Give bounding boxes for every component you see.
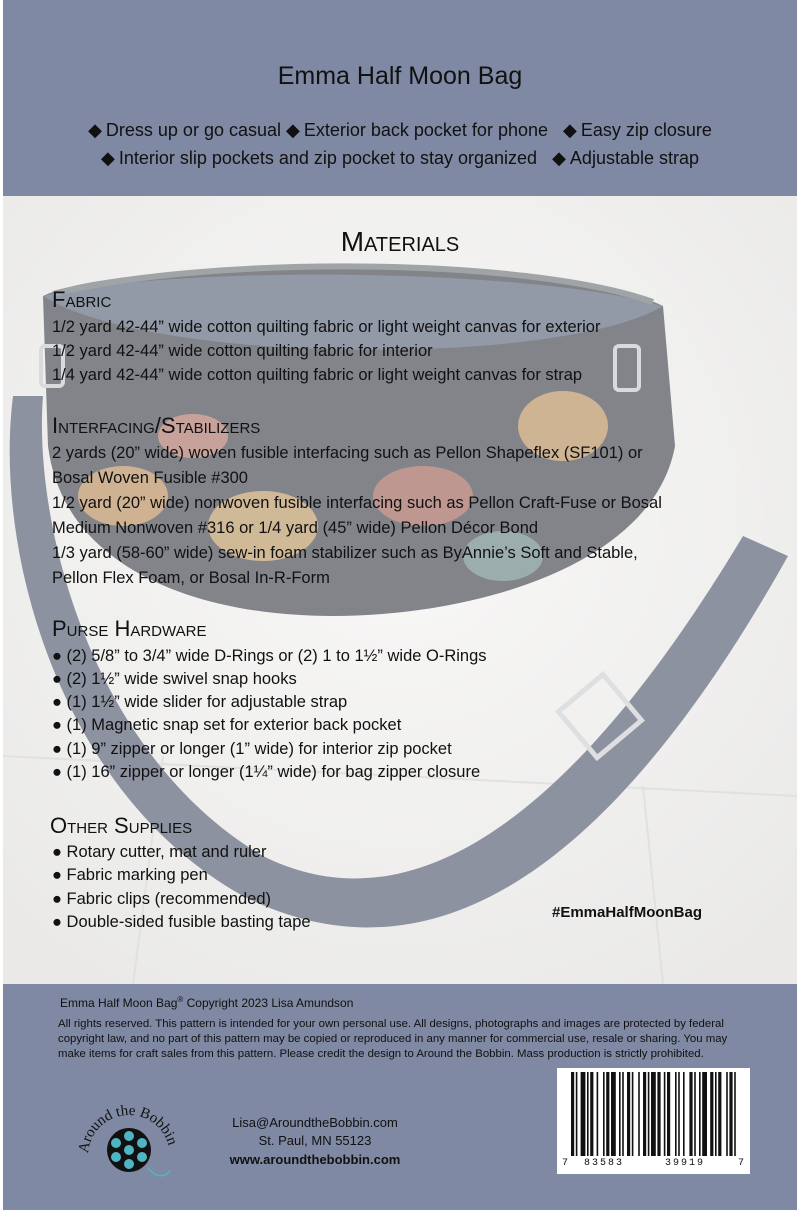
- barcode-bar: [648, 1072, 650, 1156]
- interfacing-heading: Interfacing/Stabilizers: [52, 413, 261, 438]
- fabric-line: 1/2 yard 42-44” wide cotton quilting fabric for interior: [52, 342, 433, 360]
- barcode-bar: [597, 1072, 599, 1156]
- fabric-line: 1/2 yard 42-44” wide cotton quilting fabric or light weight canvas for exterior: [52, 318, 601, 336]
- barcode-bar: [657, 1072, 660, 1156]
- interfacing-line: 1/2 yard (20” wide) nonwoven fusible interfacing such as Pellon Craft-Fuse or Bosal: [52, 494, 662, 512]
- hardware-line: ● (1) 1½” wide slider for adjustable strap: [52, 693, 348, 711]
- barcode-bar: [643, 1072, 646, 1156]
- fabric-heading: Fabric: [52, 287, 112, 312]
- hardware-heading: Purse Hardware: [52, 616, 207, 641]
- copyright-prefix: Emma Half Moon Bag: [60, 996, 178, 1010]
- hardware-line: ● (2) 1½” wide swivel snap hooks: [52, 670, 297, 688]
- barcode-bar: [734, 1072, 736, 1156]
- barcode-bar: [571, 1072, 574, 1156]
- barcode-bar: [675, 1072, 677, 1156]
- barcode-digit-lead: 7: [562, 1158, 569, 1169]
- interfacing-line: 2 yards (20” wide) woven fusible interfacing such as Pellon Shapeflex (SF101) or: [52, 444, 643, 462]
- hardware-line: ● (2) 5/8” to 3/4” wide D-Rings or (2) 1 to 1½” wide O-Rings: [52, 647, 487, 665]
- around-the-bobbin-logo: [74, 1094, 184, 1194]
- supply-line: ● Double-sided fusible basting tape: [52, 913, 311, 931]
- contact-city: St. Paul, MN 55123: [258, 1133, 372, 1148]
- barcode-digit-check: 7: [738, 1158, 745, 1169]
- barcode-bar: [638, 1072, 640, 1156]
- barcode-bar: [576, 1072, 578, 1156]
- diamond-bullet-icon: ◆: [286, 120, 300, 140]
- barcode-bar: [581, 1072, 586, 1156]
- interfacing-line: Pellon Flex Foam, or Bosal In-R-Form: [52, 569, 330, 587]
- diamond-bullet-icon: ◆: [552, 148, 566, 168]
- feature-item: Exterior back pocket for phone: [303, 120, 548, 140]
- barcode-bar: [632, 1072, 634, 1156]
- barcode-digits-right: 39919: [665, 1158, 706, 1169]
- barcode-bar: [603, 1072, 605, 1156]
- barcode-bar: [667, 1072, 670, 1156]
- interfacing-line: 1/3 yard (58-60” wide) sew-in foam stabilizer such as ByAnnie’s Soft and Stable,: [52, 544, 638, 562]
- barcode-bar: [694, 1072, 696, 1156]
- barcode-bar: [590, 1072, 593, 1156]
- barcode-bar: [627, 1072, 630, 1156]
- barcode-bar: [689, 1072, 692, 1156]
- pattern-title: Emma Half Moon Bag: [277, 62, 523, 90]
- registered-mark: ®: [177, 995, 184, 1004]
- barcode-bar: [710, 1072, 713, 1156]
- feature-item: Easy zip closure: [580, 120, 712, 140]
- barcode-bar: [678, 1072, 680, 1156]
- interfacing-line: Bosal Woven Fusible #300: [52, 469, 248, 487]
- logo-text: Around the Bobbin: [75, 1102, 181, 1155]
- feature-line-1: [0, 120, 800, 141]
- hardware-line: ● (1) 16” zipper or longer (1¼” wide) for bag zipper closure: [52, 763, 481, 781]
- barcode-bar: [587, 1072, 589, 1156]
- diamond-bullet-icon: ◆: [563, 120, 577, 140]
- materials-title: Materials: [340, 226, 460, 257]
- barcode-bar: [622, 1072, 624, 1156]
- barcode-digits-left: 83583: [584, 1158, 625, 1169]
- supply-line: ● Fabric marking pen: [52, 866, 208, 884]
- contact-email[interactable]: Lisa@AroundtheBobbin.com: [232, 1115, 398, 1130]
- barcode-bar: [651, 1072, 656, 1156]
- other-supplies-heading: Other Supplies: [50, 813, 193, 838]
- barcode-bar: [619, 1072, 621, 1156]
- barcode-bar: [702, 1072, 707, 1156]
- supply-line: ● Fabric clips (recommended): [52, 890, 272, 908]
- copyright-suffix: Copyright 2023 Lisa Amundson: [183, 996, 354, 1010]
- website-link[interactable]: www.aroundthebobbin.com: [229, 1152, 401, 1167]
- hardware-line: ● (1) 9” zipper or longer (1” wide) for interior zip pocket: [52, 740, 452, 758]
- rights-notice: All rights reserved. This pattern is intended for your own personal use. All designs, photographs and images are protected by federal copyright law, and no part of this pattern may be copied or reproduced in any manner for commercial use, resale or sharing. You may make items for craft sales from this pattern. Please credit the design to Around the Bobbin. Mass production is strictly prohibited.: [58, 1018, 728, 1060]
- barcode-bar: [726, 1072, 728, 1156]
- barcode-bar: [611, 1072, 616, 1156]
- supply-line: ● Rotary cutter, mat and ruler: [52, 843, 267, 861]
- feature-item: Dress up or go casual: [105, 120, 281, 140]
- barcode-bar: [683, 1072, 685, 1156]
- copyright-line: [60, 995, 353, 1010]
- barcode-bar: [718, 1072, 721, 1156]
- feature-line-2: [0, 148, 800, 169]
- diamond-bullet-icon: ◆: [100, 148, 115, 168]
- diamond-bullet-icon: ◆: [88, 120, 102, 140]
- barcode-bar: [715, 1072, 717, 1156]
- interfacing-line: Medium Nonwoven #316 or 1/4 yard (45” wide) Pellon Décor Bond: [52, 519, 539, 537]
- hashtag: #EmmaHalfMoonBag: [552, 904, 703, 921]
- feature-item: Adjustable strap: [569, 148, 699, 168]
- feature-item: Interior slip pockets and zip pocket to stay organized: [118, 148, 538, 168]
- hardware-line: ● (1) Magnetic snap set for exterior back pocket: [52, 716, 402, 734]
- barcode-bar: [729, 1072, 732, 1156]
- barcode-bar: [699, 1072, 701, 1156]
- barcode-bar: [606, 1072, 609, 1156]
- barcode-bar: [664, 1072, 666, 1156]
- fabric-line: 1/4 yard 42-44” wide cotton quilting fabric or light weight canvas for strap: [52, 366, 583, 384]
